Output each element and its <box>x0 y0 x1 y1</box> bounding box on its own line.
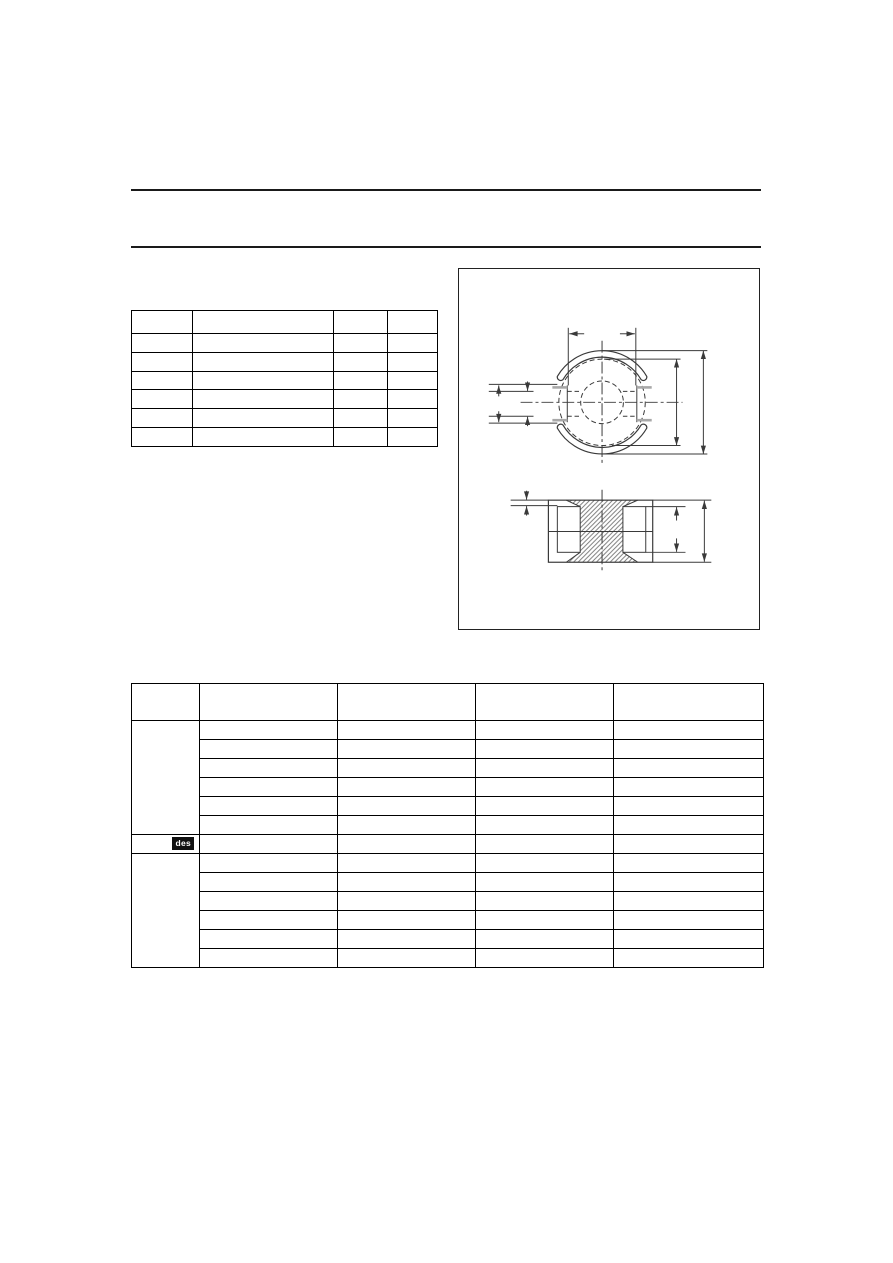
table-cell <box>614 872 764 891</box>
table-cell <box>200 834 338 853</box>
notch-height-dimensions <box>489 381 558 426</box>
table-cell <box>614 758 764 777</box>
table-cell <box>132 352 193 371</box>
table-cell <box>334 371 388 390</box>
table-cell <box>334 352 388 371</box>
table-cell <box>614 834 764 853</box>
table-cell <box>200 739 338 758</box>
table-cell <box>200 872 338 891</box>
table-cell <box>614 891 764 910</box>
core-dimension-drawing <box>459 269 759 629</box>
table-cell <box>476 684 614 721</box>
table-cell <box>200 948 338 967</box>
table-cell <box>193 352 334 371</box>
table-cell <box>476 872 614 891</box>
des-label-cell <box>132 834 200 853</box>
table-cell <box>388 427 438 446</box>
table-cell <box>200 720 338 739</box>
table-cell <box>388 390 438 409</box>
table-cell <box>193 409 334 428</box>
header-rule-top <box>131 189 761 191</box>
table-row <box>132 910 764 929</box>
table-cell <box>200 853 338 872</box>
table-cell <box>132 334 193 353</box>
table-cell <box>200 777 338 796</box>
table-cell <box>476 929 614 948</box>
table-cell <box>200 929 338 948</box>
table-cell <box>614 853 764 872</box>
core-top-view <box>489 328 708 466</box>
table-row <box>132 891 764 910</box>
table-cell <box>193 427 334 446</box>
table-cell <box>338 815 476 834</box>
table-cell <box>476 758 614 777</box>
table-header-row <box>132 684 764 721</box>
table-cell <box>132 390 193 409</box>
table-cell <box>338 796 476 815</box>
table-cell <box>338 684 476 721</box>
table-cell <box>338 758 476 777</box>
table-cell <box>193 390 334 409</box>
table-cell <box>338 739 476 758</box>
table-row <box>132 739 764 758</box>
table-cell <box>614 739 764 758</box>
table-cell <box>338 872 476 891</box>
table-cell <box>193 311 334 334</box>
table-cell <box>200 910 338 929</box>
table-row <box>132 409 438 428</box>
header-rule-bottom <box>131 246 761 248</box>
table-cell <box>614 910 764 929</box>
table-cell <box>388 371 438 390</box>
table-cell <box>476 853 614 872</box>
table-cell <box>132 371 193 390</box>
table-cell <box>193 371 334 390</box>
table-cell <box>476 720 614 739</box>
table-cell <box>132 311 193 334</box>
drawing-panel <box>458 268 760 630</box>
table-cell <box>614 948 764 967</box>
table-row-des <box>132 834 764 853</box>
height-dimensions <box>646 500 712 562</box>
table-cell <box>338 948 476 967</box>
table-row <box>132 427 438 446</box>
table-row <box>132 929 764 948</box>
specification-table <box>131 683 764 968</box>
summary-table <box>131 310 438 447</box>
table-cell <box>338 834 476 853</box>
table-row <box>132 390 438 409</box>
table-cell <box>338 910 476 929</box>
table-cell <box>614 815 764 834</box>
left-winding-window <box>557 507 580 553</box>
table-cell <box>338 929 476 948</box>
table-cell <box>476 739 614 758</box>
table-cell <box>334 409 388 428</box>
core-cross-section-view <box>511 490 712 571</box>
table-cell <box>388 311 438 334</box>
table-cell <box>614 777 764 796</box>
table-row <box>132 815 764 834</box>
table-cell <box>338 891 476 910</box>
right-winding-window <box>623 507 646 553</box>
merged-label-cell <box>132 720 200 834</box>
table-cell <box>614 684 764 721</box>
table-cell <box>200 815 338 834</box>
table-row <box>132 777 764 796</box>
table-cell <box>476 910 614 929</box>
table-cell <box>334 334 388 353</box>
table-cell <box>200 891 338 910</box>
merged-label-cell <box>132 853 200 967</box>
table-row <box>132 311 438 334</box>
table-cell <box>338 777 476 796</box>
table-row <box>132 872 764 891</box>
table-row <box>132 371 438 390</box>
table-row <box>132 720 764 739</box>
table-cell <box>193 334 334 353</box>
table-cell <box>614 796 764 815</box>
des-badge: des <box>172 837 194 850</box>
lip-thickness-dimension <box>511 491 558 516</box>
table-row <box>132 853 764 872</box>
table-row <box>132 352 438 371</box>
table-cell <box>388 409 438 428</box>
table-cell <box>132 409 193 428</box>
table-cell <box>476 777 614 796</box>
table-cell <box>338 720 476 739</box>
table-cell <box>334 311 388 334</box>
table-cell <box>476 815 614 834</box>
table-cell <box>132 684 200 721</box>
table-cell <box>388 334 438 353</box>
table-cell <box>334 427 388 446</box>
table-cell <box>200 684 338 721</box>
table-row <box>132 948 764 967</box>
table-cell <box>476 834 614 853</box>
table-cell <box>388 352 438 371</box>
table-cell <box>614 929 764 948</box>
table-cell <box>476 948 614 967</box>
table-cell <box>476 891 614 910</box>
table-cell <box>614 720 764 739</box>
table-row <box>132 758 764 777</box>
table-cell <box>200 796 338 815</box>
table-row <box>132 334 438 353</box>
table-cell <box>334 390 388 409</box>
table-cell <box>200 758 338 777</box>
table-cell <box>338 853 476 872</box>
table-cell <box>132 427 193 446</box>
table-cell <box>476 796 614 815</box>
table-row <box>132 796 764 815</box>
